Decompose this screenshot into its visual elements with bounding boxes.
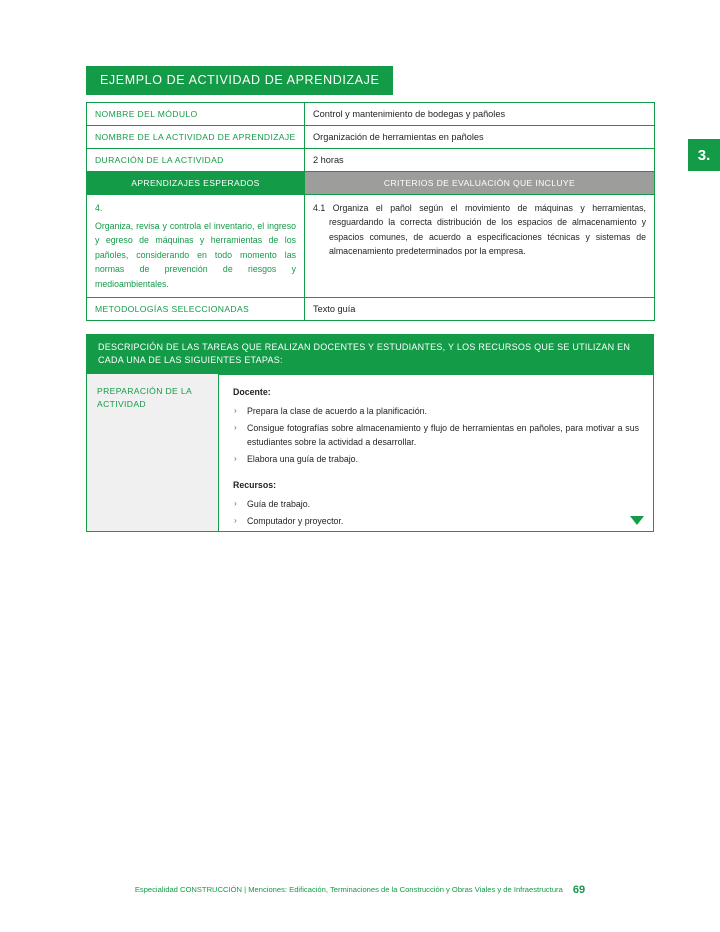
learning-text: Organiza, revisa y controla el inventario, el ingreso y egreso de máquinas y herramientas de los pañoles, considerando en todo momento las normas de prevención de riesgos y medioambientales. bbox=[95, 220, 296, 289]
activity-preparation-panel bbox=[86, 373, 654, 532]
criteria-number: 4.1 bbox=[313, 203, 326, 213]
chevron-right-icon: › bbox=[234, 498, 237, 509]
chapter-tab: 3. bbox=[688, 139, 720, 171]
list-item bbox=[233, 514, 639, 528]
activity-table bbox=[86, 102, 655, 321]
list-item-text: Guía de trabajo. bbox=[247, 499, 311, 510]
resources-label: Recursos: bbox=[233, 480, 277, 491]
list-item-text: Prepara la clase de acuerdo a la planificación. bbox=[247, 406, 427, 417]
header-evaluation-criteria: CRITERIOS DE EVALUACIÓN QUE INCLUYE bbox=[305, 172, 655, 195]
panel-stage-label: PREPARACIÓN DE LA ACTIVIDAD bbox=[87, 374, 219, 531]
criteria-text: Organiza el pañol según el movimiento de máquinas y herramientas, resguardando la correcta distribución de los espacios de almacenamiento y espacios comunes, de acuerdo a especificaciones técnicas y sistemas de almacenamiento predeterminados por la empresa. bbox=[329, 203, 646, 256]
list-item bbox=[233, 421, 639, 449]
list-item bbox=[233, 452, 639, 466]
label-module-name: NOMBRE DEL MÓDULO bbox=[87, 103, 305, 126]
value-activity-duration: 2 horas bbox=[305, 149, 655, 172]
cell-evaluation-criteria bbox=[305, 195, 655, 298]
chevron-right-icon: › bbox=[234, 422, 237, 433]
chevron-right-icon: › bbox=[234, 405, 237, 416]
list-item-text: Consigue fotografías sobre almacenamiento y flujo de herramientas en pañoles, para motivar a sus estudiantes sobre la actividad a desarrollar. bbox=[247, 423, 639, 448]
value-module-name: Control y mantenimiento de bodegas y pañoles bbox=[305, 103, 655, 126]
cell-expected-learning bbox=[87, 195, 305, 298]
list-item-text: Elabora una guía de trabajo. bbox=[247, 454, 359, 465]
description-band: DESCRIPCIÓN DE LAS TAREAS QUE REALIZAN DOCENTES Y ESTUDIANTES, Y LOS RECURSOS QUE SE UTILIZAN EN CADA UNA DE LAS SIGUIENTES ETAPAS: bbox=[86, 334, 654, 375]
teacher-label: Docente: bbox=[233, 387, 271, 397]
continues-down-icon bbox=[630, 516, 644, 525]
chevron-right-icon: › bbox=[234, 453, 237, 464]
footer-text: Especialidad CONSTRUCCIÓN | Menciones: Edificación, Terminaciones de la Construcción y Obras Viales y de Infraestructura bbox=[134, 885, 563, 894]
table-row bbox=[87, 298, 655, 321]
teacher-task-list bbox=[233, 404, 639, 466]
value-methodologies: Texto guía bbox=[305, 298, 655, 321]
value-activity-name: Organización de herramientas en pañoles bbox=[305, 126, 655, 149]
page-footer bbox=[0, 884, 720, 896]
label-methodologies: METODOLOGÍAS SELECCIONADAS bbox=[87, 298, 305, 321]
list-item-text: Computador y proyector. bbox=[247, 516, 344, 527]
header-expected-learning: APRENDIZAJES ESPERADOS bbox=[87, 172, 305, 195]
table-header-row bbox=[87, 172, 655, 195]
list-item bbox=[233, 404, 639, 418]
chevron-right-icon: › bbox=[234, 515, 237, 526]
label-activity-name: NOMBRE DE LA ACTIVIDAD DE APRENDIZAJE bbox=[87, 126, 305, 149]
label-activity-duration: DURACIÓN DE LA ACTIVIDAD bbox=[87, 149, 305, 172]
resources-list bbox=[233, 497, 639, 528]
page-number: 69 bbox=[572, 884, 586, 896]
table-row bbox=[87, 149, 655, 172]
panel-content bbox=[219, 374, 653, 531]
list-item bbox=[233, 497, 639, 511]
learning-number: 4. bbox=[95, 203, 103, 213]
table-row bbox=[87, 126, 655, 149]
page-title: EJEMPLO DE ACTIVIDAD DE APRENDIZAJE bbox=[86, 66, 393, 95]
table-row bbox=[87, 103, 655, 126]
table-content-row bbox=[87, 195, 655, 298]
